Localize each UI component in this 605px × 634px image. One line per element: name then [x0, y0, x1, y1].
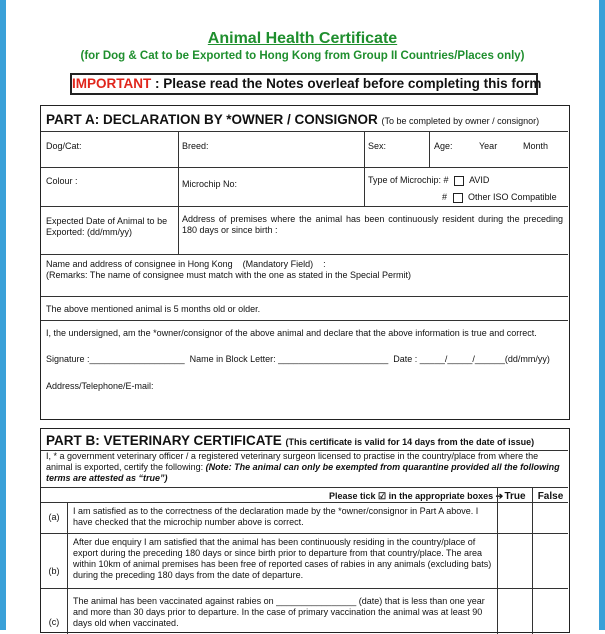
year-label: Year: [479, 141, 498, 151]
avid-checkbox[interactable]: [454, 176, 464, 186]
microchip-type-other: # Other ISO Compatible: [442, 192, 557, 202]
divider: [41, 131, 568, 132]
row-label: (c): [48, 617, 60, 627]
colour-label: Colour :: [46, 176, 78, 186]
divider: [429, 131, 430, 167]
address-premises-label: Address of premises where the animal has been continuously resident during the preceding 180 days or since birth :: [182, 214, 563, 235]
right-edge: [599, 0, 605, 630]
microchip-type-avid: Type of Microchip: # AVID: [368, 175, 490, 185]
divider: [178, 131, 179, 254]
false-checkbox[interactable]: [533, 503, 568, 533]
document-subtitle: (for Dog & Cat to be Exported to Hong Kong from Group II Countries/Places only): [80, 50, 525, 62]
false-checkbox[interactable]: [533, 589, 568, 634]
divider: [41, 296, 568, 297]
divider: [41, 502, 568, 503]
dog-cat-label: Dog/Cat:: [46, 141, 82, 151]
true-checkbox[interactable]: [498, 503, 532, 533]
consignee-label: Name and address of consignee in Hong Kong (Mandatory Field) :: [46, 259, 326, 269]
tick-instruction: Please tick ☑ in the appropriate boxes ➔: [329, 491, 504, 501]
true-column-header: True: [504, 491, 526, 502]
divider: [67, 502, 68, 634]
divider: [41, 206, 568, 207]
address-contact-label: Address/Telephone/E-mail:: [46, 381, 154, 391]
divider: [41, 320, 568, 321]
age-label: Age:: [434, 141, 453, 151]
signature-line: Signature :___________________ Name in Block Letter: ______________________ Date : _____/_____/______(dd/mm/yy): [46, 354, 550, 364]
sex-label: Sex:: [368, 141, 387, 151]
part-b-box: [40, 428, 570, 633]
divider: [364, 131, 365, 206]
part-a-heading: PART A: DECLARATION BY *OWNER / CONSIGNOR (To be completed by owner / consignor): [46, 112, 540, 127]
divider: [41, 533, 568, 534]
row-text: The animal has been vaccinated against rabies on ________________ (date) that is less than one year and more than 30 days prior to departure. In the case of primary vaccination the animal was at least 90 days old when vaccinated.: [73, 596, 485, 628]
row-text: After due enquiry I am satisfied that the animal has been continuously residing in the country/place of export during the preceding 180 days or since birth prior to departure from that country/place. The area within 10km of animal premises has been free of reported cases of rabies in any animals (excluding bats) during the preceding 180 days from the date of departure.: [73, 537, 492, 580]
left-edge: [0, 0, 6, 630]
important-notice: [70, 73, 542, 95]
row-text: I am satisfied as to the correctness of the declaration made by the *owner/consignor in Part A above. I have checked that the microchip number above is correct.: [73, 506, 479, 527]
microchip-no-label: Microchip No:: [182, 179, 238, 189]
important-label: IMPORTANT: [72, 76, 152, 91]
consignee-remarks: (Remarks: The name of consignee must match with the one as stated in the Special Permit): [46, 270, 412, 280]
important-text: : Please read the Notes overleaf before completing this form: [155, 76, 542, 91]
divider: [41, 487, 568, 488]
divider: [41, 254, 568, 255]
document-title: Animal Health Certificate: [207, 30, 398, 47]
month-label: Month: [523, 141, 549, 151]
declaration-text: I, the undersigned, am the *owner/consignor of the above animal and declare that the above information is true and correct.: [46, 328, 537, 338]
age-statement: The above mentioned animal is 5 months old or older.: [46, 304, 261, 314]
other-iso-checkbox[interactable]: [453, 193, 463, 203]
true-checkbox[interactable]: [498, 589, 532, 634]
part-b-heading: PART B: VETERINARY CERTIFICATE (This certificate is valid for 14 days from the date of issue): [46, 433, 535, 448]
false-checkbox[interactable]: [533, 534, 568, 588]
true-checkbox[interactable]: [498, 534, 532, 588]
part-b-intro: I, * a government veterinary officer / a registered veterinary surgeon licensed to practise in the country/place from where the animal is exported, certify the following: (Note: The animal can only be exempted from quarantine provided all the following terms are attested as “true”): [46, 451, 560, 483]
expected-date-label: Expected Date of Animal to be Exported: (dd/mm/yy): [46, 216, 168, 237]
row-label: (b): [48, 566, 60, 576]
divider: [41, 167, 568, 168]
row-label: (a): [48, 512, 60, 522]
breed-label: Breed:: [182, 141, 209, 151]
divider: [41, 588, 568, 589]
part-a-box: [40, 105, 570, 420]
false-column-header: False: [537, 491, 564, 502]
